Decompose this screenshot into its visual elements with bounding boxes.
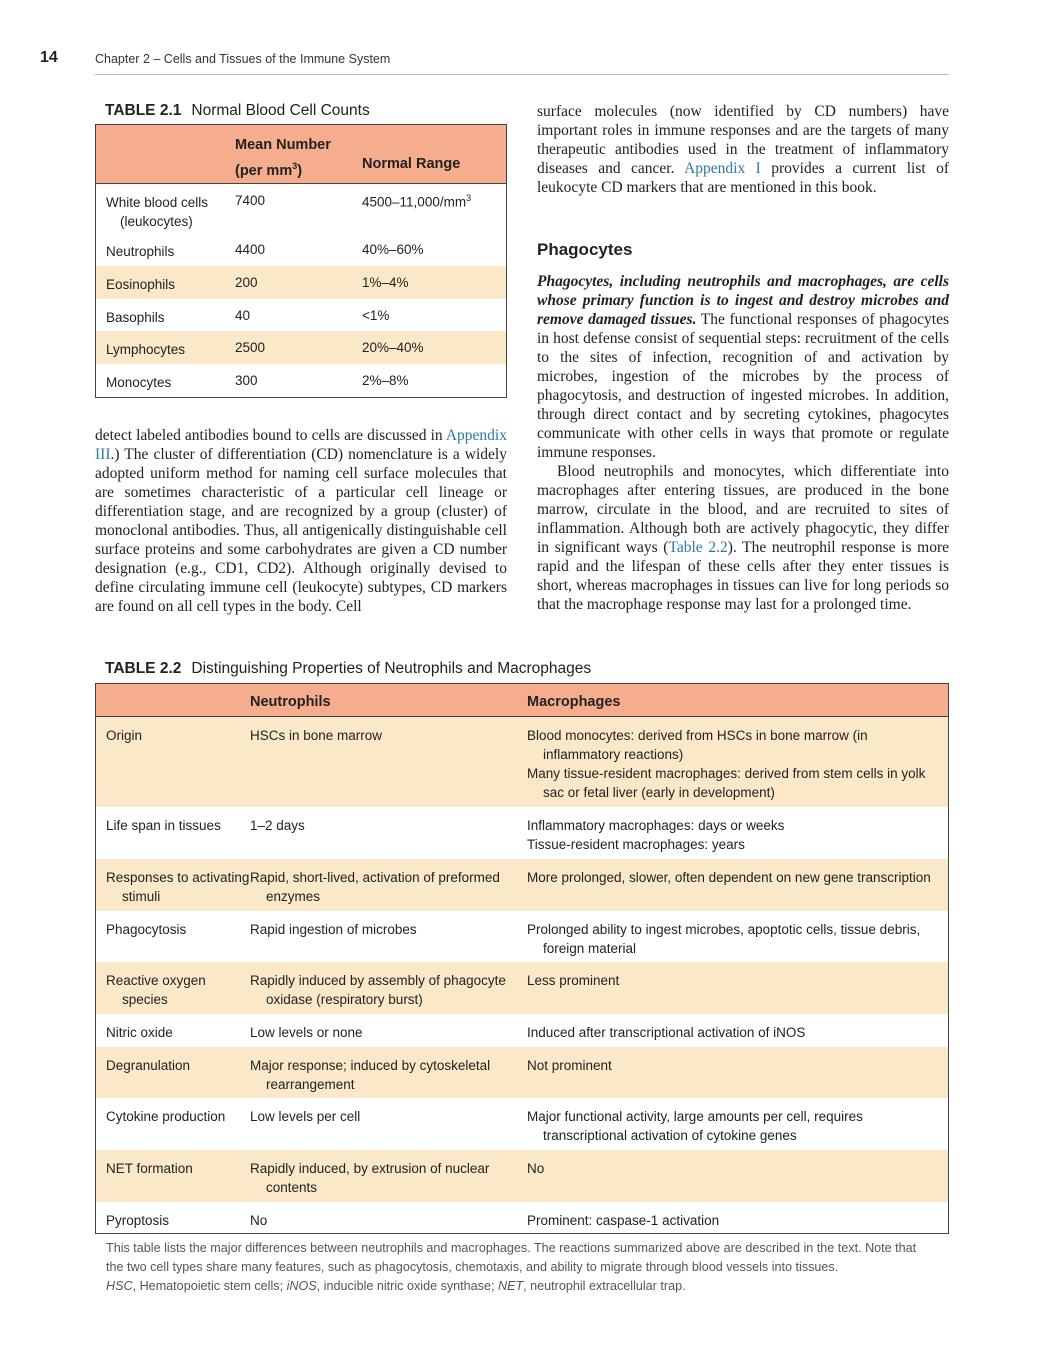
table2-property: Reactive oxygen species <box>106 973 206 1007</box>
abbr-net: NET <box>497 1279 524 1293</box>
table2-macrophages <box>527 1159 942 1178</box>
table1-col-mean-close: ) <box>297 162 303 179</box>
table1-range: <1% <box>362 308 390 323</box>
table2-macrophages <box>527 1107 942 1145</box>
running-head: Chapter 2 – Cells and Tissues of the Immune System <box>95 52 391 66</box>
appendix-i-link[interactable]: Appendix I <box>684 160 761 177</box>
left-text-b: .) The cluster of differentiation (CD) nomenclature is a widely adopted uniform method for naming cell surface molecules that are sometimes characteristic of a particular cell lineage or differentiation stage, and are recognized by a group (cluster) of monoclonal antibodies. Thus, all antigenically distinguishable cell surface proteins and some carbohydrates are given a CD number designation (e.g., CD1, CD2). Although originally devised to define circulating immune cell (leukocyte) subtypes, CD markers are found on all cell types in the body. Cell <box>95 446 507 615</box>
table1-col-mean-line2: (per mm <box>235 162 293 179</box>
table1-cell-name: Monocytes <box>106 375 172 390</box>
table1-cell-name <box>106 193 231 231</box>
table2-macrophages-line: Prominent: caspase-1 activation <box>527 1213 720 1228</box>
table1-range-sup: 3 <box>466 193 472 203</box>
page-number: 14 <box>40 49 58 66</box>
table1-range: 40%–60% <box>362 242 424 257</box>
table1-col-range: Normal Range <box>362 156 461 172</box>
table1-label: TABLE 2.1 <box>105 102 182 119</box>
table-row <box>96 364 506 397</box>
right-paragraph-3 <box>537 462 949 614</box>
table2-footnote <box>106 1239 936 1296</box>
table2-macrophages-line: Major functional activity, large amounts per cell, requires transcriptional activation of cytokine genes <box>527 1109 863 1143</box>
right-text-c: Blood neutrophils and monocytes, which differentiate into macrophages after entering tissues, are produced in the bone marrow, circulate in the blood, and are recruited to sites of inflammation. Although both are actively phagocytic, they differ in significant ways ( <box>537 463 949 556</box>
table1-mean: 2500 <box>235 340 266 355</box>
table2-property: Origin <box>106 728 143 743</box>
table1-cell-name-line1: White blood cells <box>106 195 209 210</box>
table2-header-row <box>96 684 948 717</box>
right-text-b: provides a current list of leukocyte CD markers that are mentioned in this book. <box>537 160 950 196</box>
table-row <box>96 233 506 266</box>
table1-mean: 300 <box>235 373 258 388</box>
table2-macrophages-line: Many tissue-resident macrophages: derived from stem cells in yolk sac or fetal liver (early in development) <box>527 766 926 800</box>
right-text-a: surface molecules (now identified by CD numbers) have important roles in immune responses and are the targets of many therapeutic antibodies used in the treatment of inflammatory diseases and cancer. <box>537 103 949 177</box>
phagocytes-lead: Phagocytes, including neutrophils and macrophages, are cells whose primary function is to ingest and destroy microbes and remove damaged tissues. <box>537 273 949 328</box>
table1-range-text: 4500–11,000/mm <box>362 194 467 210</box>
right-column-text-bottom <box>537 272 949 614</box>
table1-range: 2%–8% <box>362 373 409 388</box>
abbr-inos-def: , inducible nitric oxide synthase; <box>316 1279 498 1293</box>
right-paragraph-2 <box>537 272 949 462</box>
table1-cell-name: Eosinophils <box>106 277 176 292</box>
table1-range: 20%–40% <box>362 340 424 355</box>
table2-caption <box>105 660 591 678</box>
table2-macrophages <box>527 1023 942 1042</box>
table2-neutrophils: Rapid ingestion of microbes <box>250 922 417 937</box>
right-text-d: ). The neutrophil response is more rapid and the lifespan of these cells after they enter tissues is short, whereas macrophages in tissues can live for long periods so that the macrophage response may last for a prolonged time. <box>537 539 949 613</box>
table2-property: Pyroptosis <box>106 1213 170 1228</box>
section-heading: Phagocytes <box>537 240 633 259</box>
abbr-hsc: HSC <box>106 1279 133 1293</box>
table2-macrophages-line: More prolonged, slower, often dependent on new gene transcription <box>527 870 931 885</box>
neutrophil-macrophage-table <box>95 683 949 1234</box>
abbr-net-def: , neutrophil extracellular trap. <box>523 1279 686 1293</box>
table2-col-macrophages: Macrophages <box>527 694 621 710</box>
table1-mean: 40 <box>235 308 251 323</box>
table-row <box>96 717 948 807</box>
abbr-inos: iNOS <box>286 1279 317 1293</box>
table2-macrophages <box>527 920 942 958</box>
table2-macrophages-line: Inflammatory macrophages: days or weeks <box>527 818 785 833</box>
table-row <box>96 299 506 331</box>
table-row <box>96 1098 948 1150</box>
table2-property: NET formation <box>106 1161 193 1176</box>
left-column-text <box>95 426 507 616</box>
table2-property: Cytokine production <box>106 1109 226 1124</box>
right-paragraph-1 <box>537 102 949 197</box>
table1-range <box>362 193 471 210</box>
table-2-2-link[interactable]: Table 2.2 <box>668 539 728 556</box>
table2-macrophages-line: Not prominent <box>527 1058 612 1073</box>
appendix-iii-link[interactable]: Appendix III <box>95 427 507 463</box>
table2-macrophages-line: Tissue-resident macrophages: years <box>527 837 745 852</box>
table2-macrophages-line: Prolonged ability to ingest microbes, apoptotic cells, tissue debris, foreign material <box>527 922 921 956</box>
table2-macrophages-line: Blood monocytes: derived from HSCs in bone marrow (in inflammatory reactions) <box>527 728 868 762</box>
table-row <box>96 1150 948 1202</box>
table1-cell-name: Lymphocytes <box>106 342 186 357</box>
table1-cell-name: Basophils <box>106 310 165 325</box>
table1-mean: 7400 <box>235 193 266 208</box>
table2-property: Degranulation <box>106 1058 191 1073</box>
table-row <box>96 911 948 962</box>
table2-neutrophils: 1–2 days <box>250 818 305 833</box>
table1-cell-name-line2: (leukocytes) <box>120 214 193 229</box>
table2-macrophages <box>527 1056 942 1075</box>
table2-neutrophils: Low levels or none <box>250 1025 363 1040</box>
abbr-hsc-def: , Hematopoietic stem cells; <box>132 1279 287 1293</box>
table2-macrophages-line: No <box>527 1161 545 1176</box>
table2-macrophages <box>527 816 942 854</box>
table-row <box>96 859 948 911</box>
table2-property: Nitric oxide <box>106 1025 173 1040</box>
table-row <box>96 962 948 1014</box>
table1-col-mean-sup: 3 <box>292 161 298 171</box>
table2-macrophages-line: Induced after transcriptional activation of iNOS <box>527 1025 806 1040</box>
table1-cell-name: Neutrophils <box>106 244 175 259</box>
table1-caption <box>105 102 370 120</box>
table-row <box>96 1014 948 1047</box>
table-row <box>96 807 948 859</box>
table2-col-neutrophils: Neutrophils <box>250 694 331 710</box>
footnote-abbreviations <box>106 1277 936 1296</box>
table-row <box>96 266 506 299</box>
table2-property: Life span in tissues <box>106 818 221 833</box>
table1-header-row <box>96 125 506 184</box>
table2-property: Phagocytosis <box>106 922 187 937</box>
left-text-a: detect labeled antibodies bound to cells are discussed in <box>95 427 446 444</box>
table2-neutrophils: Rapidly induced by assembly of phagocyte oxidase (respiratory burst) <box>250 973 506 1007</box>
table2-neutrophils: Major response; induced by cytoskeletal rearrangement <box>250 1058 491 1092</box>
table2-macrophages <box>527 726 942 802</box>
table2-macrophages <box>527 868 942 887</box>
table2-property: Responses to activating stimuli <box>106 870 250 904</box>
table1-mean: 4400 <box>235 242 266 257</box>
table2-neutrophils: No <box>250 1213 268 1228</box>
table1-title: Normal Blood Cell Counts <box>191 102 370 119</box>
table1-col-mean <box>235 135 331 182</box>
table1-mean: 200 <box>235 275 258 290</box>
blood-cell-counts-table <box>95 124 507 398</box>
table-row <box>96 1047 948 1098</box>
table2-macrophages <box>527 971 942 990</box>
table2-neutrophils: Rapidly induced, by extrusion of nuclear contents <box>250 1161 490 1195</box>
table2-macrophages <box>527 1211 942 1230</box>
footnote-text: This table lists the major differences between neutrophils and macrophages. The reactions summarized above are described in the text. Note that the two cell types share many features, such as phagocytosis, chemotaxis, and ability to migrate through blood vessels into tissues. <box>106 1241 917 1274</box>
table2-macrophages-line: Less prominent <box>527 973 620 988</box>
table2-neutrophils: HSCs in bone marrow <box>250 728 383 743</box>
table-row <box>96 1202 948 1233</box>
table2-neutrophils: Rapid, short-lived, activation of preformed enzymes <box>250 870 500 904</box>
table2-title: Distinguishing Properties of Neutrophils and Macrophages <box>191 660 592 677</box>
table2-label: TABLE 2.2 <box>105 660 182 677</box>
right-column-text-top <box>537 102 949 197</box>
header-rule <box>95 74 949 75</box>
table2-neutrophils: Low levels per cell <box>250 1109 361 1124</box>
table1-col-mean-line1: Mean Number <box>235 137 331 153</box>
table-row <box>96 331 506 364</box>
table1-range: 1%–4% <box>362 275 409 290</box>
left-paragraph <box>95 426 507 616</box>
table-row <box>96 184 506 233</box>
phagocytes-body: The functional responses of phagocytes in host defense consist of sequential steps: recruitment of the cells to the sites of infection, recognition of and activation by microbes, ingestion of the microbes by the process of phagocytosis, and destruction of ingested microbes. In addition, through direct contact and by secreting cytokines, phagocytes communicate with other cells in ways that promote or regulate immune responses. <box>537 311 949 461</box>
